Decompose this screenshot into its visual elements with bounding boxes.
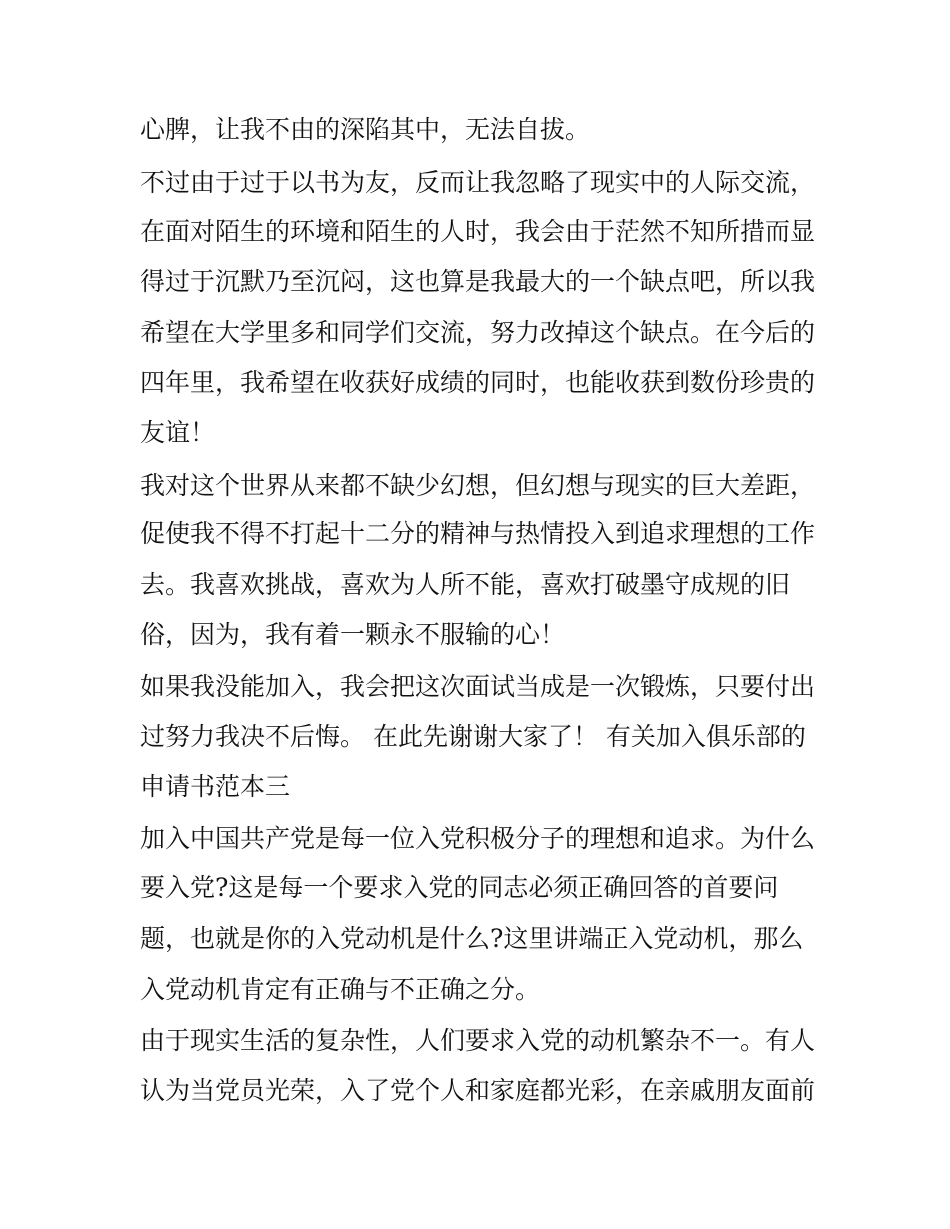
text-line: 过努力我决不后悔。 在此先谢谢大家了！ 有关加入俱乐部的 <box>140 722 806 751</box>
text-line: 促使我不得不打起十二分的精神与热情投入到追求理想的工作 <box>140 519 816 548</box>
text-line: 我对这个世界从来都不缺少幻想，但幻想与现实的巨大差距， <box>140 471 816 500</box>
text-line: 题，也就是你的入党动机是什么?这里讲端正入党动机，那么 <box>140 924 804 953</box>
text-line: 认为当党员光荣，入了党个人和家庭都光彩，在亲戚朋友面前 <box>140 1076 816 1105</box>
text-line: 四年里，我希望在收获好成绩的同时，也能收获到数份珍贵的 <box>140 368 816 397</box>
text-line: 俗，因为，我有着一颗永不服输的心！ <box>140 620 566 649</box>
text-line: 加入中国共产党是每一位入党积极分子的理想和追求。为什么 <box>140 824 816 853</box>
text-line: 申请书范本三 <box>140 772 291 801</box>
text-line: 心脾，让我不由的深陷其中，无法自拔。 <box>140 115 591 144</box>
text-line: 去。我喜欢挑战，喜欢为人所不能，喜欢打破墨守成规的旧 <box>140 570 791 599</box>
text-line: 友谊！ <box>140 418 216 447</box>
text-line: 由于现实生活的复杂性，人们要求入党的动机繁杂不一。有人 <box>140 1026 816 1055</box>
text-line: 入党动机肯定有正确与不正确之分。 <box>140 975 541 1004</box>
text-line: 不过由于过于以书为友，反而让我忽略了现实中的人际交流， <box>140 168 816 197</box>
text-line: 在面对陌生的环境和陌生的人时，我会由于茫然不知所措而显 <box>140 217 816 246</box>
text-line: 得过于沉默乃至沉闷，这也算是我最大的一个缺点吧，所以我 <box>140 267 816 296</box>
text-line: 希望在大学里多和同学们交流，努力改掉这个缺点。在今后的 <box>140 318 816 347</box>
text-line: 要入党?这是每一个要求入党的同志必须正确回答的首要问 <box>140 873 779 902</box>
text-line: 如果我没能加入，我会把这次面试当成是一次锻炼，只要付出 <box>140 672 816 701</box>
